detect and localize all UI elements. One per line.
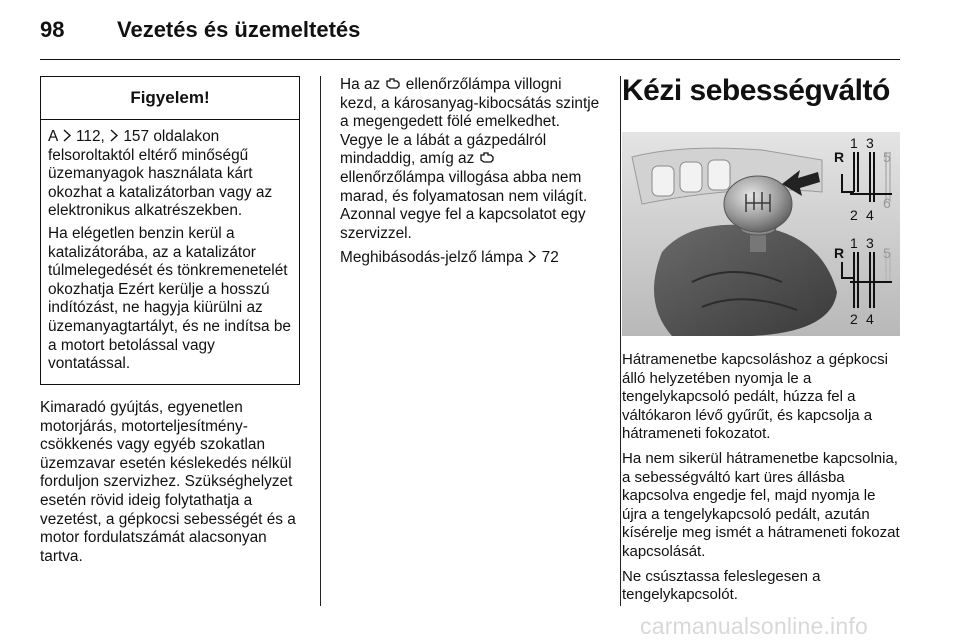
gear-label-1-bottom: 1 [850, 235, 858, 251]
gear-label-5-top: 5 [883, 149, 891, 165]
gear-label-3-bottom: 3 [866, 235, 874, 251]
gear-label-1-top: 1 [850, 135, 858, 151]
column-1-text [40, 399, 306, 572]
fault-lamp-reference: Meghibásodás-jelző lámpa 72 [340, 249, 559, 267]
column-divider-right [620, 76, 621, 606]
chapter-title: Vezetés és üzemeltetés [117, 17, 361, 42]
warning-box [40, 76, 300, 385]
section-title: Kézi sebességváltó [622, 74, 890, 107]
gear-label-4-top: 4 [866, 207, 874, 223]
clutch-paragraph: Ne csúsztassa feleslegesen a tengelykapcsolót. [622, 567, 821, 604]
gear-label-r-top: R [834, 149, 845, 165]
gear-knob [724, 176, 792, 232]
engine-check-lamp-icon [385, 77, 402, 91]
gear-label-r-bottom: R [834, 245, 845, 261]
gear-label-2-bottom: 2 [850, 311, 858, 327]
column-divider-left [320, 76, 321, 606]
warning-paragraph-1: A 112, 157 oldalakon felsoroltaktól eltérő minőségű üzemanyagok használata kárt okozhat a katalizátorban vagy az elektronikus alkatrészekben. [48, 128, 273, 220]
reverse-gear-paragraph-2: Ha nem sikerül hátramenetbe kapcsolnia, a sebességváltó kart üres állásba kapcsolva engedje fel, majd nyomja le újra a tengelykapcsoló pedált, azután kísérelje meg ismét a hátrameneti fokozat kapcsolását. [622, 449, 900, 560]
column-3-text [622, 351, 904, 611]
page-reference-icon [109, 129, 119, 142]
page-reference-icon [527, 250, 537, 263]
gear-shift-illustration [622, 132, 900, 336]
reverse-gear-paragraph-1: Hátramenetbe kapcsoláshoz a gépkocsi álló helyzetében nyomja le a tengelykapcsoló pedált, húzza fel a váltókaron lévő gyűrűt, és kapcsolja a hátrameneti fokozatot. [622, 351, 888, 443]
gear-label-3-top: 3 [866, 135, 874, 151]
gear-label-2-top: 2 [850, 207, 858, 223]
engine-check-lamp-icon [479, 151, 496, 165]
page-reference-icon [62, 129, 72, 142]
gear-label-6-top: 6 [883, 195, 891, 211]
warning-paragraph-2: Ha elégetlen benzin kerül a katalizátorába, az a katalizátor túlmelegedését és tönkremenetelét okozhatja Ezért kerülje a hosszú indítózást, ne hagyja kiürülni az üzemanyagtartályt, és ne indítsa be a motort betolással vagy vontatással. [48, 224, 291, 373]
malfunction-paragraph: Kimaradó gyújtás, egyenetlen motorjárás, motorteljesítmény-csökkenés vagy egyéb szokatlan üzemzavar esetén késlekedés nélkül forduljon szervizhez. Szükséghelyzet esetén rövid ideig folytathatja a vezetést, a gépkocsi sebességét és a motor fordulatszámát alacsonyan tartva. [40, 399, 296, 565]
gear-label-5-bottom: 5 [883, 245, 891, 261]
gear-label-4-bottom: 4 [866, 311, 874, 327]
gear-shift-figure [622, 132, 900, 336]
header-rule [40, 59, 900, 60]
watermark: carmanualsonline.info [640, 613, 868, 639]
warning-body [41, 120, 299, 374]
page-number: 98 [40, 17, 65, 42]
warning-title: Figyelem! [41, 77, 299, 120]
column-2 [340, 76, 602, 274]
emission-paragraph: Ha az ellenőrzőlámpa villogni kezd, a károsanyag-kibocsátás szintje a megengedett fölé emelkedhet. Vegye le a lábát a gázpedálról mindaddig, amíg az ellenőrzőlámpa villogása abba nem marad, és folyamatosan nem világít. Azonnal vegye fel a kapcsolatot egy szervizzel. [340, 76, 600, 242]
